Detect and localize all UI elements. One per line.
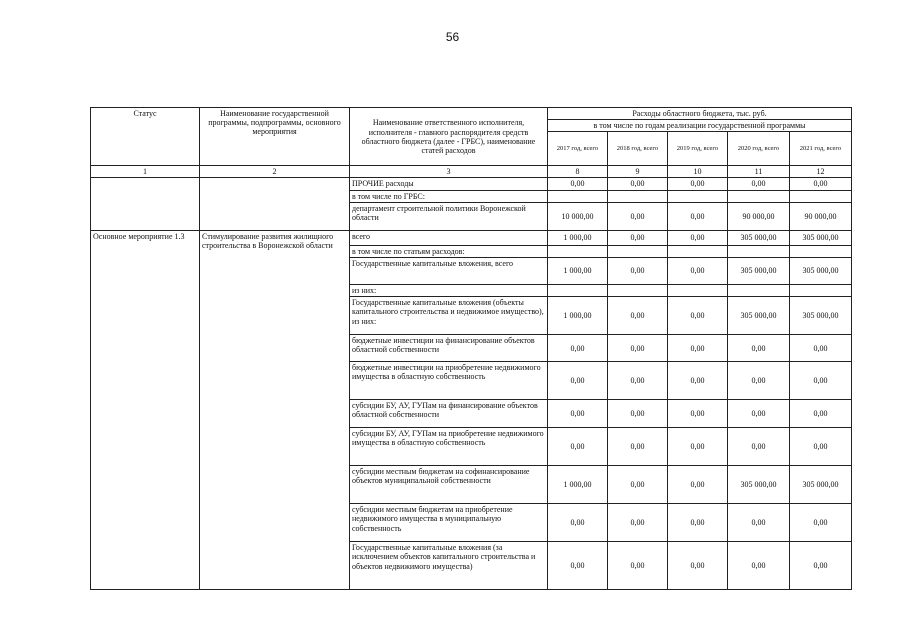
value-2019: 0,00 (668, 178, 728, 190)
header-by-years: в том числе по годам реализации государственной программы (548, 120, 852, 132)
value-2017: 0,00 (548, 542, 608, 590)
value-2017: 1 000,00 (548, 257, 608, 284)
value-2018: 0,00 (608, 257, 668, 284)
value-2020: 305 000,00 (728, 257, 790, 284)
row-label: субсидии местным бюджетам на софинансирование объектов муниципальной собственности (350, 466, 548, 504)
value-2017: 0,00 (548, 362, 608, 400)
value-2020 (728, 284, 790, 296)
header-program-name: Наименование государственной программы, подпрограммы, основного мероприятия (200, 108, 350, 166)
column-number: 9 (608, 166, 668, 178)
value-2017: 0,00 (548, 504, 608, 542)
header-year-2021: 2021 год, всего (790, 132, 852, 166)
row-label: субсидии местным бюджетам на приобретение недвижимого имущества в муниципальную собственность (350, 504, 548, 542)
value-2019: 0,00 (668, 335, 728, 362)
value-2020: 0,00 (728, 428, 790, 466)
row-label: из них: (350, 284, 548, 296)
value-2020: 305 000,00 (728, 466, 790, 504)
row-label: всего (350, 230, 548, 245)
page-number: 56 (445, 30, 460, 44)
value-2017: 0,00 (548, 178, 608, 190)
column-number: 8 (548, 166, 608, 178)
value-2021: 305 000,00 (790, 297, 852, 335)
value-2018 (608, 245, 668, 257)
value-2020: 0,00 (728, 504, 790, 542)
header-status: Статус (91, 108, 200, 166)
header-year-2018: 2018 год, всего (608, 132, 668, 166)
row-label: в том числе по статьям расходов: (350, 245, 548, 257)
row-label: Государственные капитальные вложения (за исключением объектов капитального строительства и объектов недвижимого имущества) (350, 542, 548, 590)
column-number: 11 (728, 166, 790, 178)
value-2021 (790, 190, 852, 202)
value-2021: 305 000,00 (790, 466, 852, 504)
value-2018: 0,00 (608, 428, 668, 466)
row-label: Государственные капитальные вложения (объекты капитального строительства и недвижимое имущество), из них: (350, 297, 548, 335)
value-2021 (790, 245, 852, 257)
value-2021: 0,00 (790, 542, 852, 590)
value-2019: 0,00 (668, 504, 728, 542)
budget-table (90, 107, 852, 590)
table-row (91, 230, 852, 245)
value-2017: 10 000,00 (548, 202, 608, 230)
value-2021: 0,00 (790, 178, 852, 190)
value-2021: 0,00 (790, 335, 852, 362)
row-label: в том числе по ГРБС: (350, 190, 548, 202)
value-2018: 0,00 (608, 504, 668, 542)
value-2020: 0,00 (728, 362, 790, 400)
value-2017: 0,00 (548, 335, 608, 362)
header-year-2019: 2019 год, всего (668, 132, 728, 166)
value-2018 (608, 284, 668, 296)
column-number: 1 (91, 166, 200, 178)
row-label: бюджетные инвестиции на финансирование объектов областной собственности (350, 335, 548, 362)
value-2018: 0,00 (608, 335, 668, 362)
value-2019: 0,00 (668, 202, 728, 230)
row-label: департамент строительной политики Воронежской области (350, 202, 548, 230)
value-2019: 0,00 (668, 362, 728, 400)
value-2017 (548, 284, 608, 296)
value-2019 (668, 190, 728, 202)
status-cell: Основное мероприятие 1.3 (91, 230, 200, 589)
value-2018: 0,00 (608, 297, 668, 335)
value-2021: 0,00 (790, 428, 852, 466)
value-2019 (668, 245, 728, 257)
value-2018: 0,00 (608, 202, 668, 230)
value-2017: 1 000,00 (548, 466, 608, 504)
value-2021: 0,00 (790, 400, 852, 428)
value-2020: 90 000,00 (728, 202, 790, 230)
value-2019: 0,00 (668, 466, 728, 504)
value-2019 (668, 284, 728, 296)
value-2017 (548, 245, 608, 257)
value-2021: 90 000,00 (790, 202, 852, 230)
value-2019: 0,00 (668, 428, 728, 466)
row-label: субсидии БУ, АУ, ГУПам на приобретение недвижимого имущества в областную собственность (350, 428, 548, 466)
value-2020: 0,00 (728, 400, 790, 428)
value-2020: 0,00 (728, 542, 790, 590)
value-2017: 1 000,00 (548, 230, 608, 245)
row-label: бюджетные инвестиции на приобретение недвижимого имущества в областную собственность (350, 362, 548, 400)
value-2017: 1 000,00 (548, 297, 608, 335)
program-name-cell-empty (200, 178, 350, 230)
value-2021: 305 000,00 (790, 230, 852, 245)
value-2020 (728, 245, 790, 257)
value-2018: 0,00 (608, 178, 668, 190)
value-2017: 0,00 (548, 400, 608, 428)
value-2018: 0,00 (608, 466, 668, 504)
value-2019: 0,00 (668, 230, 728, 245)
column-number: 3 (350, 166, 548, 178)
table-row (91, 178, 852, 190)
value-2020: 305 000,00 (728, 230, 790, 245)
value-2021: 305 000,00 (790, 257, 852, 284)
row-label: ПРОЧИЕ расходы (350, 178, 548, 190)
column-number: 12 (790, 166, 852, 178)
column-number-row (91, 166, 852, 178)
row-label: Государственные капитальные вложения, всего (350, 257, 548, 284)
status-cell-empty (91, 178, 200, 230)
value-2019: 0,00 (668, 297, 728, 335)
header-executor: Наименование ответственного исполнителя, исполнителя - главного распорядителя средств областного бюджета (далее - ГРБС), наименование статей расходов (350, 108, 548, 166)
value-2018: 0,00 (608, 362, 668, 400)
value-2021: 0,00 (790, 504, 852, 542)
value-2019: 0,00 (668, 257, 728, 284)
value-2021 (790, 284, 852, 296)
program-name-cell: Стимулирование развития жилищного строительства в Воронежской области (200, 230, 350, 589)
value-2018: 0,00 (608, 230, 668, 245)
header-year-2017: 2017 год, всего (548, 132, 608, 166)
value-2018: 0,00 (608, 400, 668, 428)
value-2019: 0,00 (668, 400, 728, 428)
value-2017 (548, 190, 608, 202)
value-2017: 0,00 (548, 428, 608, 466)
value-2019: 0,00 (668, 542, 728, 590)
value-2018 (608, 190, 668, 202)
value-2020: 0,00 (728, 335, 790, 362)
header-year-2020: 2020 год, всего (728, 132, 790, 166)
value-2020: 0,00 (728, 178, 790, 190)
value-2020: 305 000,00 (728, 297, 790, 335)
row-label: субсидии БУ, АУ, ГУПам на финансирование объектов областной собственности (350, 400, 548, 428)
column-number: 10 (668, 166, 728, 178)
value-2018: 0,00 (608, 542, 668, 590)
value-2021: 0,00 (790, 362, 852, 400)
column-number: 2 (200, 166, 350, 178)
header-expenses-title: Расходы областного бюджета, тыс. руб. (548, 108, 852, 120)
value-2020 (728, 190, 790, 202)
